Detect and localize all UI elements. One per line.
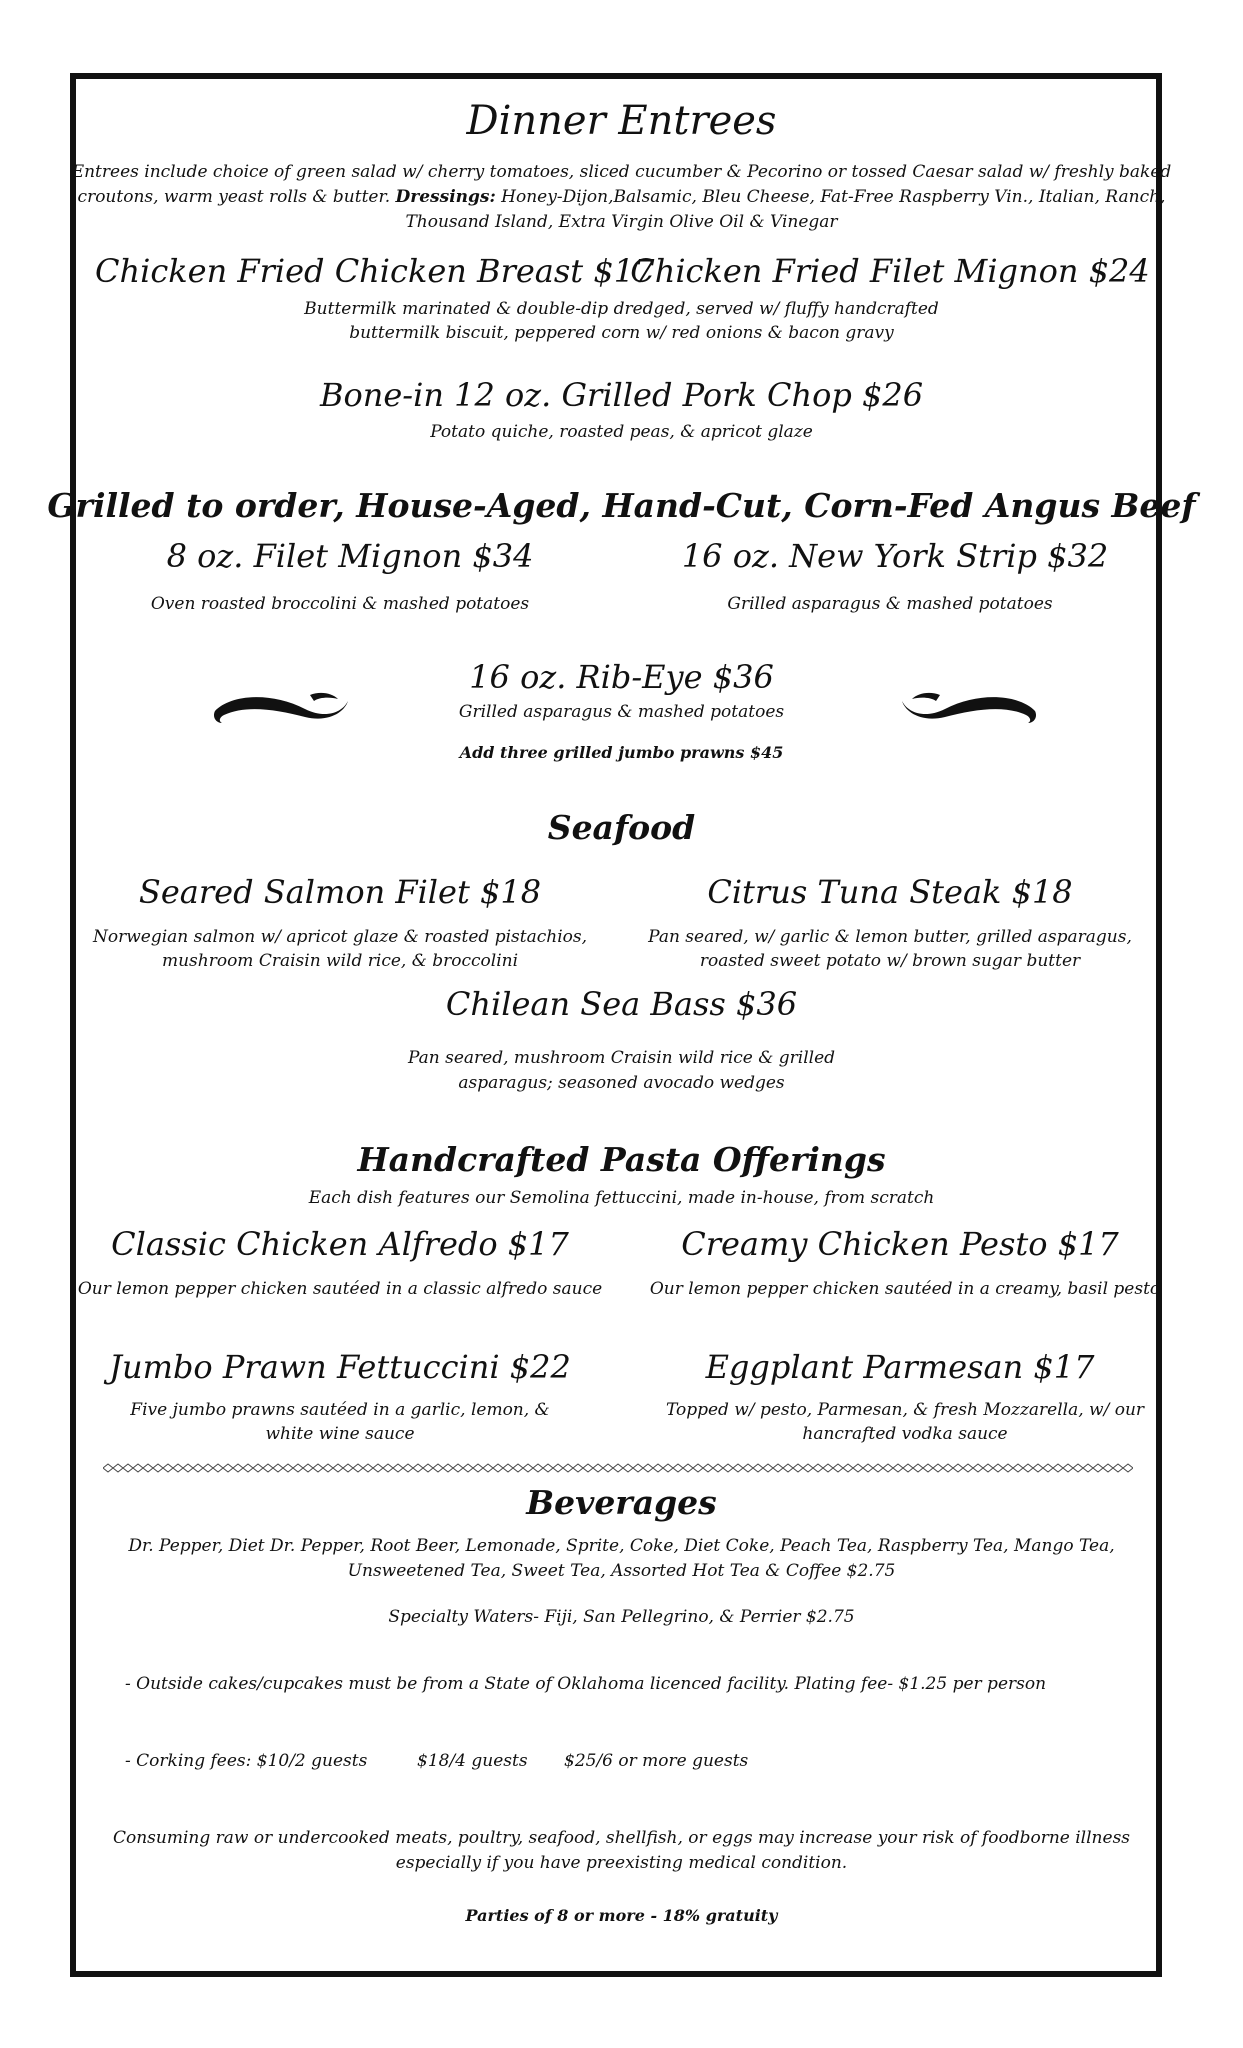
alfredo-name: Classic Chicken Alfredo $17 bbox=[111, 1225, 569, 1263]
intro-line-2 bbox=[0, 185, 1243, 210]
ny-strip-name: 16 oz. New York Strip $32 bbox=[681, 537, 1109, 575]
pasta-subheading: Each dish features our Semolina fettuccini, made in-house, from scratch bbox=[308, 1188, 935, 1208]
seafood-heading: Seafood bbox=[547, 808, 696, 847]
ribeye-desc: Grilled asparagus & mashed potatoes bbox=[458, 702, 785, 722]
tuna-desc-2: roasted sweet potato w/ brown sugar butter bbox=[699, 951, 1081, 971]
corking-fee-2: - Corking fees: $10/2 guests bbox=[125, 1751, 368, 1771]
prawn-fettuccini-name: Jumbo Prawn Fettuccini $22 bbox=[109, 1348, 571, 1386]
beverages-line-1: Dr. Pepper, Diet Dr. Pepper, Root Beer, Lemonade, Sprite, Coke, Diet Coke, Peach Tea, Raspberry Tea, Mango Tea, bbox=[128, 1536, 1115, 1556]
salmon-desc-1: Norwegian salmon w/ apricot glaze & roasted pistachios, bbox=[92, 927, 587, 947]
prawn-fettuccini-desc-2: white wine sauce bbox=[265, 1424, 415, 1444]
chicken-fried-chicken-breast: Chicken Fried Chicken Breast $17 bbox=[95, 252, 655, 290]
wavy-divider bbox=[103, 1463, 1133, 1473]
tuna-desc-1: Pan seared, w/ garlic & lemon butter, grilled asparagus, bbox=[648, 927, 1132, 947]
intro-line-3: Thousand Island, Extra Virgin Olive Oil & Vinegar bbox=[405, 212, 838, 232]
raw-food-warning-2: especially if you have preexisting medical condition. bbox=[395, 1853, 848, 1873]
pesto-desc: Our lemon pepper chicken sautéed in a creamy, basil pesto bbox=[649, 1279, 1161, 1299]
sea-bass-desc-1: Pan seared, mushroom Craisin wild rice & grilled bbox=[407, 1048, 836, 1068]
alfredo-desc: Our lemon pepper chicken sautéed in a classic alfredo sauce bbox=[77, 1279, 603, 1299]
prawn-addon: Add three grilled jumbo prawns $45 bbox=[459, 743, 784, 762]
raw-food-warning-1: Consuming raw or undercooked meats, poultry, seafood, shellfish, or eggs may increase your risk of foodborne illness bbox=[112, 1828, 1131, 1848]
prawn-fettuccini-desc-1: Five jumbo prawns sautéed in a garlic, lemon, & bbox=[130, 1400, 550, 1420]
cakes-note: - Outside cakes/cupcakes must be from a State of Oklahoma licenced facility. Plating fee- $1.25 per person bbox=[125, 1674, 1047, 1694]
salmon-desc-2: mushroom Craisin wild rice, & broccolini bbox=[161, 951, 519, 971]
intro-line-2-pre: croutons, warm yeast rolls & butter. bbox=[77, 187, 391, 207]
intro-line-2-post: Honey-Dijon,Balsamic, Bleu Cheese, Fat-Free Raspberry Vin., Italian, Ranch, bbox=[501, 187, 1166, 207]
pasta-heading: Handcrafted Pasta Offerings bbox=[357, 1140, 886, 1179]
filet-mignon-desc: Oven roasted broccolini & mashed potatoes bbox=[150, 594, 530, 614]
chicken-fried-desc-2: buttermilk biscuit, peppered corn w/ red onions & bacon gravy bbox=[349, 323, 894, 343]
pork-chop-desc: Potato quiche, roasted peas, & apricot glaze bbox=[430, 422, 813, 442]
salmon-name: Seared Salmon Filet $18 bbox=[138, 873, 542, 911]
sea-bass-name: Chilean Sea Bass $36 bbox=[445, 985, 798, 1023]
pork-chop-name: Bone-in 12 oz. Grilled Pork Chop $26 bbox=[319, 376, 924, 414]
tuna-name: Citrus Tuna Steak $18 bbox=[707, 873, 1073, 911]
corking-fee-4: $18/4 guests bbox=[417, 1751, 528, 1771]
beef-heading: Grilled to order, House-Aged, Hand-Cut, Corn-Fed Angus Beef bbox=[47, 486, 1196, 525]
sea-bass-desc-2: asparagus; seasoned avocado wedges bbox=[458, 1073, 785, 1093]
eggplant-name: Eggplant Parmesan $17 bbox=[705, 1348, 1095, 1386]
chicken-fried-filet-mignon: Chicken Fried Filet Mignon $24 bbox=[630, 252, 1150, 290]
filet-mignon-name: 8 oz. Filet Mignon $34 bbox=[166, 537, 534, 575]
ny-strip-desc: Grilled asparagus & mashed potatoes bbox=[727, 594, 1053, 614]
ribeye-name: 16 oz. Rib-Eye $36 bbox=[469, 658, 774, 696]
beverages-line-2: Unsweetened Tea, Sweet Tea, Assorted Hot Tea & Coffee $2.75 bbox=[347, 1561, 896, 1581]
beverages-heading: Beverages bbox=[526, 1483, 717, 1522]
gratuity-note: Parties of 8 or more - 18% gratuity bbox=[465, 1906, 778, 1925]
corking-fee-6: $25/6 or more guests bbox=[564, 1751, 749, 1771]
intro-line-1: Entrees include choice of green salad w/ cherry tomatoes, sliced cucumber & Pecorino or tossed Caesar salad w/ freshly baked bbox=[71, 162, 1172, 182]
page-title: Dinner Entrees bbox=[466, 98, 777, 144]
chicken-fried-desc-1: Buttermilk marinated & double-dip dredged, served w/ fluffy handcrafted bbox=[304, 299, 939, 319]
pesto-name: Creamy Chicken Pesto $17 bbox=[681, 1225, 1119, 1263]
dressings-label: Dressings: bbox=[395, 187, 496, 207]
specialty-waters: Specialty Waters- Fiji, San Pellegrino, & Perrier $2.75 bbox=[388, 1607, 855, 1627]
eggplant-desc-2: hancrafted vodka sauce bbox=[802, 1424, 1008, 1444]
eggplant-desc-1: Topped w/ pesto, Parmesan, & fresh Mozzarella, w/ our bbox=[665, 1400, 1145, 1420]
